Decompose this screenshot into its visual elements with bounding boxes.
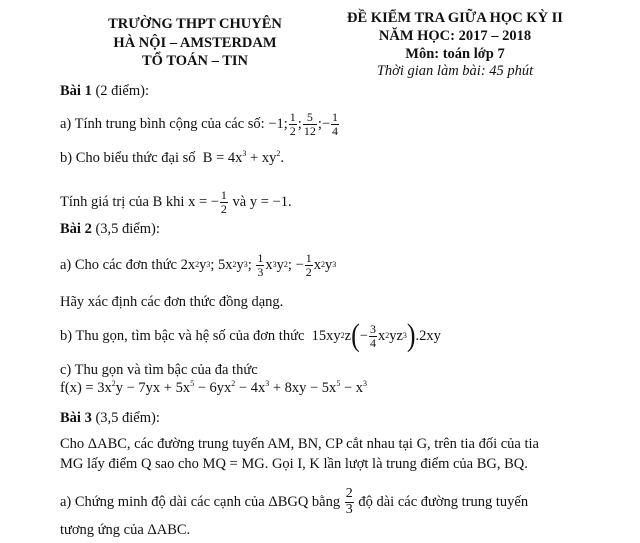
fraction-denominator: 3 (345, 501, 353, 517)
bai3-part-a (60, 482, 528, 522)
math-term: − (359, 327, 368, 344)
math-term: + xy (246, 150, 277, 166)
bai3-a-text2: độ dài các đường trung tuyến (358, 493, 529, 510)
fraction-1-3 (256, 252, 264, 278)
bai1-part-b (60, 150, 284, 167)
bai1-part-c (60, 182, 292, 222)
bai2-points: (3,5 điểm): (95, 221, 160, 237)
math-term: . (280, 150, 284, 166)
math-term: yz (389, 327, 403, 344)
math-term: x = − (188, 193, 219, 210)
bai2-part-b: b) Thu gọn, tìm bậc và hệ số của đơn thức 15xy 2 z ( − $\frac{3}{4}$ x 2 yz 3 ) .2xy (60, 318, 441, 353)
math-term: .2xy (415, 327, 441, 344)
math-term: 15xy (311, 327, 341, 344)
fraction-numerator: 1 (332, 109, 339, 124)
fraction-numerator: 5 (303, 111, 317, 125)
fraction-5-12 (303, 111, 317, 137)
bai1-title: Bài 1 (60, 83, 92, 99)
fraction-denominator: 4 (332, 123, 339, 138)
fraction-denominator: 2 (289, 123, 296, 138)
fraction-denominator: 4 (369, 335, 376, 350)
school-year: NĂM HỌC: 2017 – 2018 (378, 28, 532, 44)
exponent: 3 (363, 379, 367, 388)
bai1-a-text: a) Tính trung bình cộng của các số: (60, 115, 265, 132)
fraction-denominator: 3 (257, 264, 264, 279)
bai3-points: (3,5 điểm): (95, 410, 160, 426)
math-term: − x (340, 380, 363, 396)
left-paren: ( (64, 380, 70, 396)
bai3-intro-line2: MG lấy điểm Q sao cho MQ = MG. Gọi I, K lần lượt là trung điểm của BG, BQ. (60, 456, 528, 472)
bai2-a-follow: Hãy xác định các đơn thức đồng dạng. (60, 294, 284, 310)
fraction-numerator: 3 (369, 321, 376, 336)
fraction-1-4 (331, 111, 339, 137)
math-term: y (236, 256, 244, 273)
math-term: y = −1. (249, 193, 292, 210)
separator: ; (247, 256, 252, 273)
exponent: 2 (111, 379, 116, 388)
bai2-a-text: a) Cho các đơn thức (60, 256, 177, 273)
fraction-1-2 (289, 111, 297, 137)
bai2-c-text: c) Thu gọn và tìm bậc của đa thức (60, 362, 258, 378)
exponent: 2 (276, 149, 281, 158)
math-term: − 6yx (194, 380, 232, 396)
fraction-1-2 (305, 252, 313, 278)
math-term: x (313, 256, 322, 273)
bai3-a-text3: tương ứng của ΔABC. (60, 522, 191, 538)
math-term: B = 4x (202, 150, 243, 166)
math-term: − 4x (235, 380, 266, 396)
fraction-2-3 (345, 487, 354, 517)
fraction-3-4 (369, 323, 377, 349)
exam-duration: Thời gian làm bài: 45 phút (376, 63, 534, 79)
fraction-numerator: 1 (305, 250, 312, 265)
math-term: x (377, 327, 386, 344)
math-term: y (276, 256, 284, 273)
separator: ; (210, 256, 215, 273)
school-name-line2: HÀ NỘI – AMSTERDAM (113, 35, 277, 51)
math-term: y − 7yx + 5x (115, 380, 191, 396)
exponent: 2 (231, 379, 236, 388)
bai1-b-text: b) Cho biểu thức đại số (60, 150, 196, 166)
math-term: y (325, 256, 333, 273)
fraction-denominator: 12 (303, 123, 316, 138)
bai2-b-text: b) Thu gọn, tìm bậc và hệ số của đơn thức (60, 327, 305, 344)
bai2-c-polynomial (60, 380, 367, 397)
math-term: 2x (180, 256, 196, 273)
right-paren: ) (406, 318, 416, 353)
separator: ; (297, 115, 302, 132)
math-term: z (344, 327, 352, 344)
bai1-c-text: Tính giá trị của B khi (60, 193, 185, 210)
math-term: 5x (218, 256, 233, 273)
exponent: 3 (242, 149, 247, 158)
math-term: f (60, 380, 65, 396)
bai1-a-n1: −1; (268, 115, 288, 132)
fraction-numerator: 1 (289, 109, 296, 124)
math-term: − (295, 256, 304, 273)
subject: Môn: toán lớp 7 (405, 46, 505, 62)
exam-title: ĐỀ KIỂM TRA GIỮA HỌC KỲ II (347, 10, 563, 26)
bai1-heading (60, 83, 149, 100)
fraction-numerator: 1 (220, 187, 227, 202)
fraction-numerator: 1 (257, 250, 264, 265)
fraction-denominator: 2 (220, 201, 227, 216)
bai2-heading (60, 221, 160, 238)
separator: ; (287, 256, 292, 273)
exponent: 5 (190, 379, 195, 388)
bai2-part-a: a) Cho các đơn thức 2x 2 y 3 ; 5x 2 y 3 ; $\frac{1}{3}$ x 3 y 2 ; − $\frac{1}{2}$ x 2 y 3 (60, 250, 337, 279)
bai3-heading (60, 410, 160, 427)
bai3-a-text1: a) Chứng minh độ dài các cạnh của ΔBGQ bằng (60, 493, 341, 510)
fraction-1-2 (220, 189, 228, 215)
department-name: TỔ TOÁN – TIN (142, 53, 248, 69)
math-term: x (265, 256, 273, 273)
bai3-intro-line1: Cho ΔABC, các đường trung tuyến AM, BN, CP cắt nhau tại G, trên tia đối của tia (60, 436, 539, 452)
bai2-title: Bài 2 (60, 221, 92, 237)
bai3-title: Bài 3 (60, 410, 92, 426)
right-paren: ) (76, 380, 82, 396)
exponent: 5 (336, 379, 341, 388)
exponent: 3 (265, 379, 270, 388)
bai1-part-a (60, 104, 340, 144)
conjunction: và (232, 193, 247, 210)
fraction-numerator: 2 (345, 485, 353, 501)
math-term: x (69, 380, 77, 396)
school-name-line1: TRƯỜNG THPT CHUYÊN (108, 16, 282, 32)
separator: ;− (317, 115, 331, 132)
left-paren: ( (351, 318, 360, 353)
math-term: + 8xy − 5x (269, 380, 337, 396)
bai1-points: (2 điểm): (95, 83, 150, 99)
math-term: y (199, 256, 207, 273)
fraction-denominator: 2 (305, 264, 312, 279)
math-term: = 3x (85, 380, 112, 396)
